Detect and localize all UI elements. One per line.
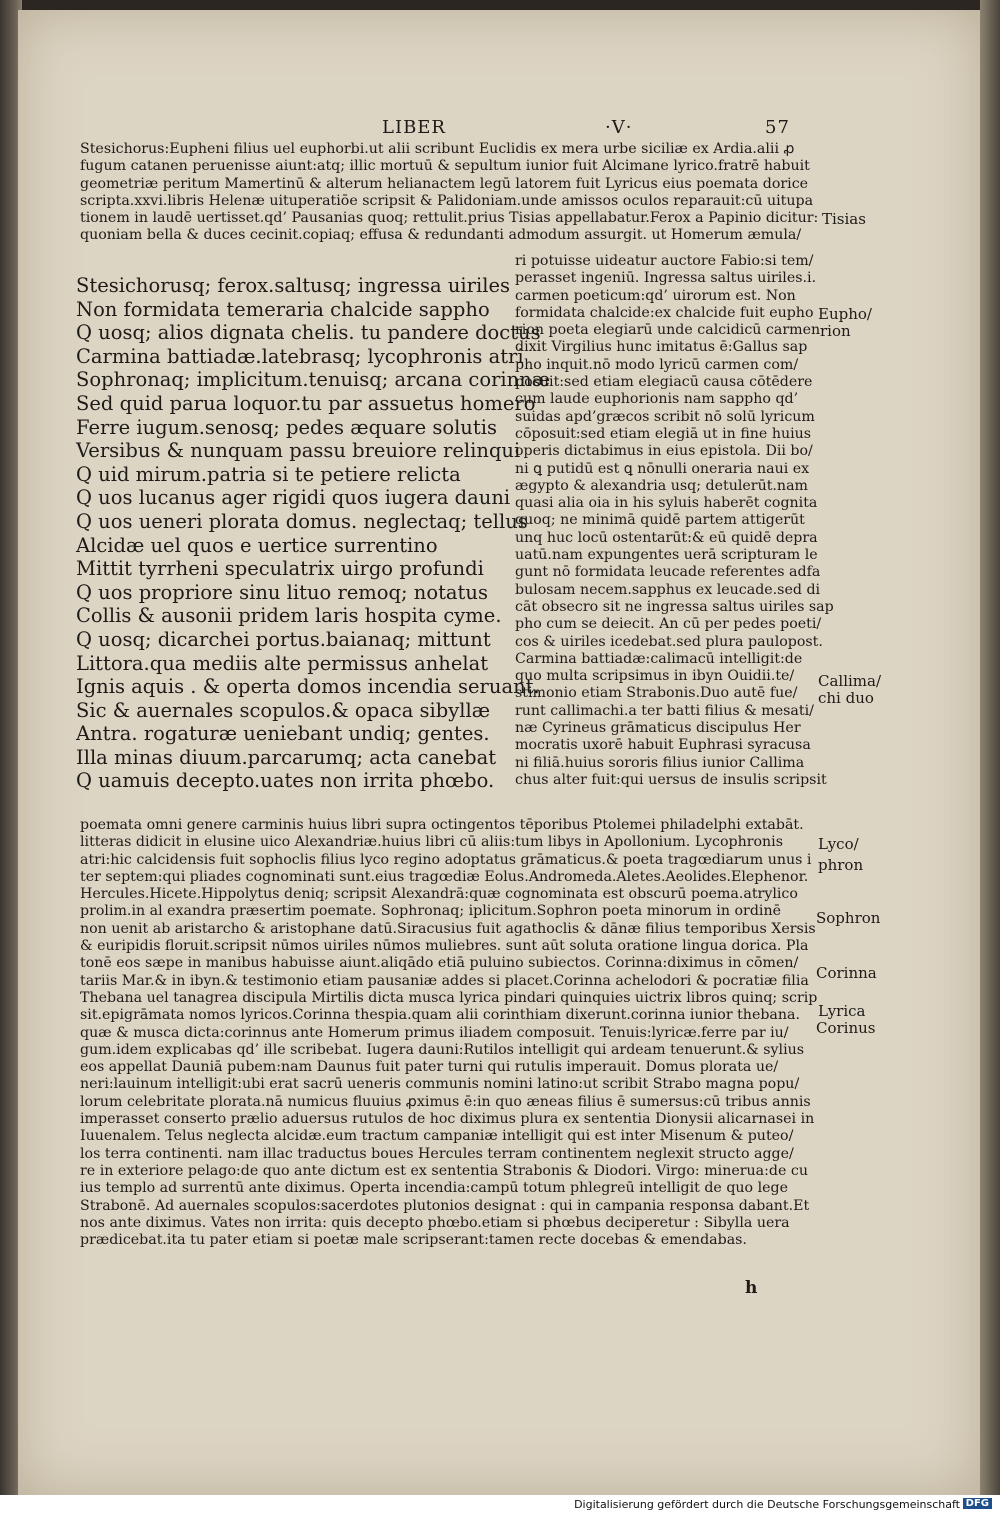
text-line: gunt nō formidata leucade referentes adfa: [515, 564, 821, 581]
text-line: næ Cyrineus grāmaticus discipulus Her: [515, 720, 801, 737]
margin-note-euphorion-2: rion: [820, 322, 851, 340]
margin-note-corinus: Corinus: [816, 1019, 876, 1037]
text-line: Carmina battiadæ:calimacū intelligit:de: [515, 650, 803, 667]
margin-note-callimachi-2: chi duo: [818, 689, 874, 707]
text-line: bulosam necem.sapphus ex leucade.sed di: [515, 581, 821, 598]
text-line: neri:lauinum intelligit:ubi erat sacrū ueneris communis nomini latino:ut scribit Strabo magna popu/: [80, 1076, 800, 1093]
margin-note-sophron: Sophron: [816, 909, 881, 927]
verse-line: Sed quid parua loquor.tu par assuetus homero: [76, 391, 536, 415]
margin-note-corinna: Corinna: [816, 964, 877, 982]
text-line: posuit:sed etiam elegiacū causa cōtēdere: [515, 374, 813, 391]
text-line: tonē eos sæpe in manibus habuisse aiunt.aliqādo etiā puluino subiectos. Corinna:diximus in cōmen/: [80, 955, 799, 972]
verse-block: [76, 274, 550, 793]
text-line: formidata chalcide:ex chalcide fuit eupho: [515, 304, 814, 321]
verse-line: Collis & ausonii pridem laris hospita cyme.: [76, 604, 502, 628]
verse-line: Antra. rogaturæ ueniebant undiq; gentes.: [76, 722, 490, 746]
text-line: perasset ingeniū. Ingressa saltus uiriles.i.: [515, 270, 817, 287]
margin-note-euphorion-1: Eupho/: [818, 305, 872, 323]
intro-commentary: [80, 141, 818, 245]
text-line: quasi alia oia in his syluis haberēt cognita: [515, 495, 818, 512]
text-line: tariis Mar.& in ibyn.& testimonio etiam pausaniæ addes si placet.Corinna achelodori & pocratiæ filia: [80, 972, 809, 989]
text-line: Strabonē. Ad auernales scopulos:sacerdotes plutonios designat : qui in campania responsa dabant.Et: [80, 1197, 810, 1214]
text-line: scripta.xxvi.libris Helenæ uituperatiōe scripsit & Palidoniam.unde amissos oculos reparauit:cū uitupa: [80, 192, 814, 209]
commentary-right-column: [515, 253, 834, 789]
text-line: prædicebat.ita tu pater etiam si poetæ male scripserant:tamen recte docebas & emendabas.: [80, 1232, 747, 1249]
verse-line: Q uid mirum.patria si te petiere relicta: [76, 462, 461, 486]
margin-note-lyrica: Lyrica: [818, 1002, 866, 1020]
margin-note-tisias: Tisias: [822, 210, 866, 228]
digitization-credit-bar: [0, 1495, 1000, 1515]
verse-line: Non formidata temeraria chalcide sappho: [76, 297, 490, 321]
text-line: suidas apd’græcos scribit nō solū lyricum: [515, 408, 815, 425]
verse-line: Q uos propriore sinu lituo remoq; notatus: [76, 580, 488, 604]
margin-note-lycophron-2: phron: [818, 856, 864, 874]
text-line: Thebana uel tanagrea discipula Mirtilis dicta musca lyrica pindari quinquies uictrix libros quinq; scrip: [80, 989, 818, 1006]
text-line: atri:hic calcidensis fuit sophoclis filius lyco regino adoptatus grāmaticus.& poeta tragœdiarum unus i: [80, 851, 812, 868]
text-line: cāt obsecro sit ne ingressa saltus uiriles sap: [515, 598, 834, 615]
text-line: fugum catanen peruenisse aiunt:atq; illic mortuū & sepultum iunior fuit Alcimane lyrico.fratrē habuit: [80, 158, 810, 175]
text-line: nos ante diximus. Vates non irrita: quis decepto phœbo.etiam si phœbus deciperetur : Sibylla uera: [80, 1214, 790, 1231]
signature-mark: h: [745, 1278, 758, 1298]
text-line: Stesichorus:Eupheni filius uel euphorbi.ut alii scribunt Euclidis ex mera urbe siciliæ ex Ardia.alii ꝓ: [80, 141, 795, 157]
text-line: prolim.in al exandra præsertim poemate. Sophronaq; iplicitum.Sophron poeta minorum in ordinē: [80, 903, 781, 920]
text-line: & euripidis floruit.scripsit nūmos uiriles nūmos muliebres. sunt aūt soluta oratione lingua dorica. Pla: [80, 938, 809, 955]
text-line: lorum celebritate plorata.nā numicus fluuius ꝓximus ē:in quo æneas filius ē sumersus:cū tribus annis: [80, 1093, 811, 1110]
text-line: quoq; ne minimā quidē partem attigerūt: [515, 512, 805, 529]
text-line: Iuuenalem. Telus neglecta alcidæ.eum tractum campaniæ intelligit qui est inter Misenum & puteo/: [80, 1128, 794, 1145]
verse-line: Sic & auernales scopulos.& opaca sibyllæ: [76, 698, 491, 722]
text-line: carmen poeticum:qd’ uirorum est. Non: [515, 287, 796, 304]
text-line: mocratis uxorē habuit Euphrasi syracusa: [515, 737, 811, 754]
text-line: runt callimachi.a ter batti filius & mesati/: [515, 702, 814, 719]
verse-line: Ignis aquis . & operta domos incendia seruant.: [76, 675, 540, 699]
verse-line: Mittit tyrrheni speculatrix uirgo profundi: [76, 557, 484, 581]
text-line: ni ꝗ putidū est ꝗ nōnulli oneraria naui ex: [515, 460, 810, 477]
text-line: los terra continenti. nam illac traductus boues Hercules terram continentem neglexit structo agge/: [80, 1145, 794, 1162]
margin-note-lycophron-1: Lyco/: [818, 835, 859, 853]
text-line: ri potuisse uideatur auctore Fabio:si tem/: [515, 253, 814, 269]
text-line: rion poeta elegiarū unde calcidicū carmen: [515, 322, 821, 339]
dfg-logo: DFG: [963, 1498, 992, 1509]
commentary-bottom-block: [80, 817, 817, 1249]
running-header-liber: LIBER: [382, 117, 446, 138]
text-line: operis dictabimus in eius epistola. Dii bo/: [515, 443, 813, 460]
text-line: ni filiā.huius sororis filius iunior Callima: [515, 754, 805, 771]
verse-line: Sophronaq; implicitum.tenuisq; arcana corinnæ: [76, 368, 551, 392]
text-line: ius templo ad surrentū ante diximus. Operta incendia:campū totum phlegreū intelligit de quo lege: [80, 1180, 789, 1197]
verse-line: Alcidæ uel quos e uertice surrentino: [76, 533, 438, 557]
text-line: re in exteriore pelago:de quo ante dictum est ex sententia Strabonis & Diodori. Virgo: minerua:de cu: [80, 1162, 808, 1179]
text-line: quoniam bella & duces cecinit.copiaq; effusa & redundanti admodum assurgit. ut Homerum æmula/: [80, 227, 802, 244]
text-line: non uenit ab aristarcho & aristophane datū.Siracusius fuit agathoclis & dānæ filius temporibus Xersis: [80, 920, 816, 937]
verse-line: Illa minas diuum.parcarumq; acta canebat: [76, 745, 497, 769]
text-line: poemata omni genere carminis huius libri supra octingentos tēporibus Ptolemei philadelphi extabāt.: [80, 817, 804, 833]
verse-line: Ferre iugum.senosq; pedes æquare solutis: [76, 415, 497, 439]
folio-number: 57: [765, 117, 790, 138]
text-line: imperasset conserto prælio aduersus rutulos de hoc diximus plura ex sententia Dionysii alicarnasei in: [80, 1111, 815, 1128]
verse-line: Q uosq; alios dignata chelis. tu pandere doctus: [76, 321, 541, 345]
verse-line: Littora.qua mediis alte permissus anhelat: [76, 651, 489, 675]
text-line: pho cum se deiecit. An cū per pedes poeti/: [515, 616, 822, 633]
text-line: geometriæ peritum Mamertinū & alterum helianactem legū latorem fuit Lyricus eius poemata dorice: [80, 175, 809, 192]
text-line: gum.idem explicabas qd’ ille scribebat. Iugera dauni:Rutilos intelligit qui ardeam tenuerunt.& sylius: [80, 1041, 805, 1058]
dfg-credit-text: Digitalisierung gefördert durch die Deutsche Forschungsgemeinschaft: [574, 1498, 960, 1511]
text-line: ægypto & alexandria usq; detulerūt.nam: [515, 477, 808, 494]
text-line: sit.epigrāmata nomos lyricos.Corinna thespia.quam alii corinthiam dixerunt.corinna iunior thebana.: [80, 1007, 800, 1024]
text-line: stimonio etiam Strabonis.Duo autē fue/: [515, 685, 798, 702]
text-line: cos & uiriles icedebat.sed plura paulopost.: [515, 633, 823, 650]
verse-line: Q uamuis decepto.uates non irrita phœbo.: [76, 769, 495, 793]
text-line: dixit Virgilius hunc imitatus ē:Gallus sap: [515, 339, 808, 356]
margin-note-callimachi-1: Callima/: [818, 672, 882, 690]
verse-line: Q uos ueneri plorata domus. neglectaq; tellus: [76, 509, 528, 533]
text-line: pho inquit.nō modo lyricū carmen com/: [515, 356, 799, 373]
text-line: unq huc locū ostentarūt:& eū quidē depra: [515, 529, 818, 546]
text-line: cum laude euphorionis nam sappho qd’: [515, 391, 799, 408]
verse-line: Versibus & nunquam passu breuiore relinqui: [76, 439, 521, 463]
right-page-edge: [980, 0, 1000, 1495]
verse-line: Stesichorusq; ferox.saltusq; ingressa uiriles: [76, 274, 510, 297]
text-line: cōposuit:sed etiam elegiā ut in fine huius: [515, 425, 812, 442]
text-line: eos appellat Dauniā pubem:nam Daunus fuit pater turni qui rutulis imperauit. Domus plorata ue/: [80, 1059, 779, 1076]
verse-line: Q uos lucanus ager rigidi quos iugera dauni: [76, 486, 511, 510]
text-line: chus alter fuit:qui uersus de insulis scripsit: [515, 771, 827, 788]
text-line: Hercules.Hicete.Hippolytus deniq; scripsit Alexandrā:quæ cognominata est obscurū poema.atrylico: [80, 886, 798, 903]
verse-line: Q uosq; dicarchei portus.baianaq; mittunt: [76, 627, 491, 651]
text-line: quæ & musca dicta:corinnus ante Homerum primus iliadem composuit. Tenuis:lyricæ.ferre par iu/: [80, 1024, 789, 1041]
text-line: litteras didicit in elusine uico Alexandriæ.huius libri cū aliis:tum libys in Apollonium. Lycophronis: [80, 834, 783, 851]
text-line: quo multa scripsimus in ibyn Ouidii.te/: [515, 668, 795, 685]
running-header-book-number: ·V·: [605, 117, 633, 138]
text-line: uatū.nam expungentes uerā scripturam le: [515, 547, 818, 564]
text-line: ter septem:qui pliades cognominati sunt.eius tragœdiæ Eolus.Andromeda.Aletes.Aeolides.Elephenor.: [80, 868, 809, 885]
text-line: tionem in laudē uertisset.qd’ Pausanias quoq; rettulit.prius Tisias appellabatur.Ferox a Papinio dicitur:: [80, 210, 819, 227]
verse-line: Carmina battiadæ.latebrasq; lycophronis atri: [76, 344, 524, 368]
